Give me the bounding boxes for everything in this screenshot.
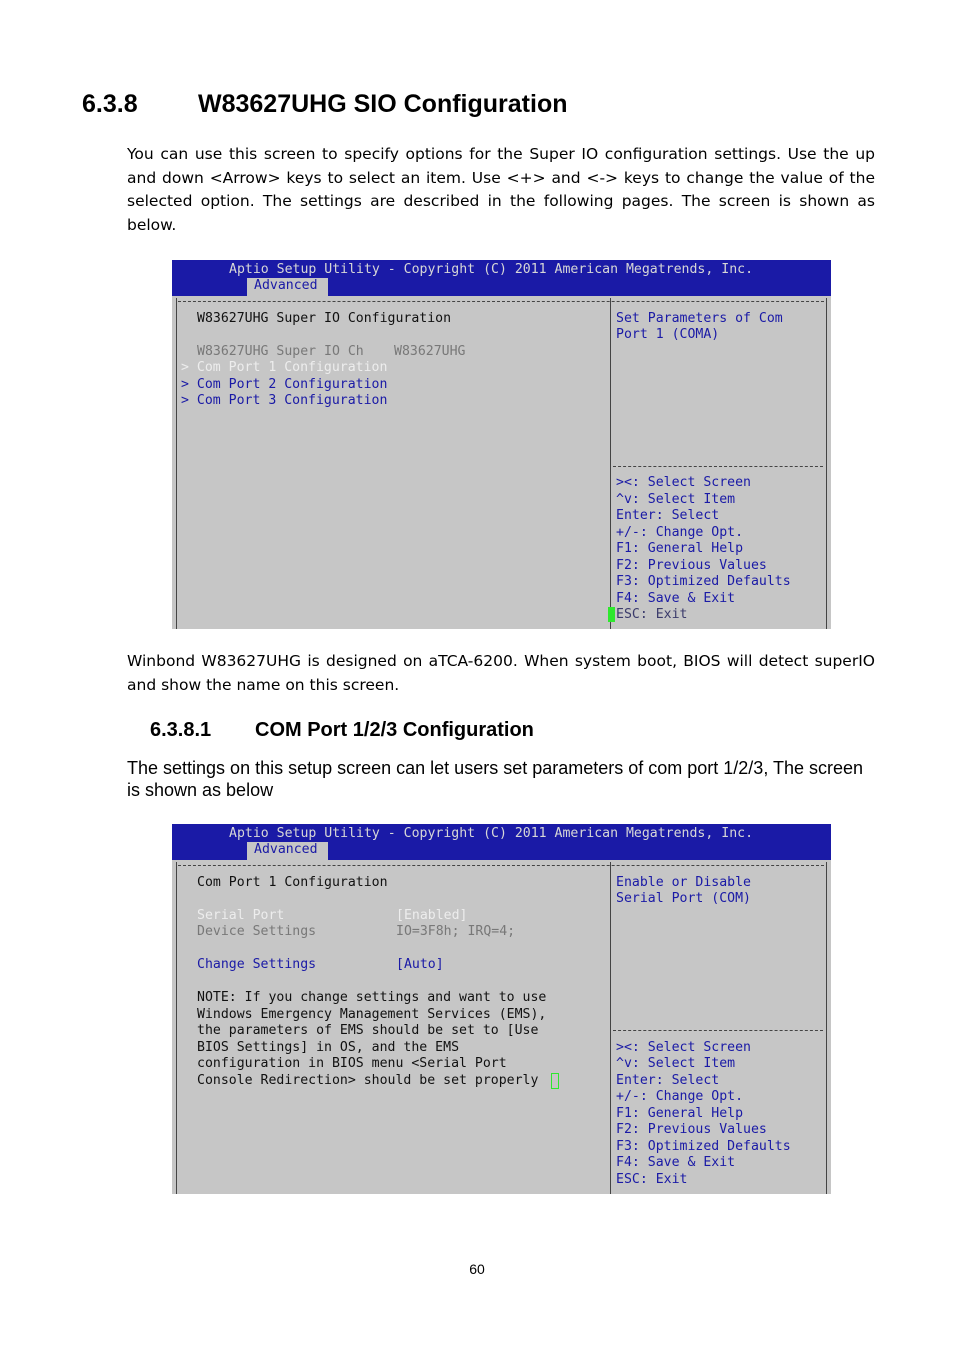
tab-advanced[interactable]: Advanced [247, 278, 328, 296]
text-cursor [551, 1073, 559, 1089]
key-hint-enter: Enter: Select [616, 1073, 720, 1088]
change-settings-value[interactable]: [Auto] [396, 957, 444, 972]
menu-item-com-port-2[interactable]: > Com Port 2 Configuration [181, 377, 388, 392]
bios-title-bar [172, 260, 831, 296]
tab-advanced[interactable]: Advanced [247, 842, 328, 860]
section-heading [82, 90, 567, 119]
change-settings-label[interactable]: Change Settings [197, 957, 317, 972]
divider [178, 301, 824, 303]
divider [178, 865, 824, 867]
key-hint-f1: F1: General Help [616, 1106, 744, 1121]
intro-paragraph: You can use this screen to specify options for the Super IO configuration settings. Use the up and down <Arrow> keys to select an item. Use <+> and <-> keys to change the value of the selected option. The settings are described in the following pages. The screen is shown as below. [127, 145, 875, 234]
bios-utility-title: Aptio Setup Utility - Copyright (C) 2011 American Megatrends, Inc. [229, 826, 754, 841]
bios-screen-sio [172, 260, 831, 629]
border-left [176, 298, 177, 629]
key-hint-select-screen: ><: Select Screen [616, 475, 751, 490]
note-line: the parameters of EMS should be set to [Use [197, 1023, 539, 1038]
key-hint-f3: F3: Optimized Defaults [616, 574, 791, 589]
note-line: configuration in BIOS menu <Serial Port [197, 1056, 507, 1071]
key-hint-change: +/-: Change Opt. [616, 525, 744, 540]
note-line: Windows Emergency Management Services (EMS), [197, 1007, 547, 1022]
key-hint-esc: ESC: Exit [616, 1172, 688, 1187]
screen-heading: Com Port 1 Configuration [197, 875, 388, 890]
key-hint-select-item: ^v: Select Item [616, 1056, 736, 1071]
menu-item-com-port-3[interactable]: > Com Port 3 Configuration [181, 393, 388, 408]
subsection-heading [150, 719, 534, 742]
winbond-paragraph: Winbond W83627UHG is designed on aTCA-6200. When system boot, BIOS will detect superIO and show the name on this screen. [127, 652, 875, 694]
column-divider [610, 298, 611, 629]
chip-label: W83627UHG Super IO Ch [197, 344, 364, 359]
border-right [826, 298, 827, 629]
help-divider [613, 466, 823, 468]
key-hint-esc: ESC: Exit [616, 607, 688, 622]
note-line: NOTE: If you change settings and want to use [197, 990, 547, 1005]
note-line: Console Redirection> should be set properly [197, 1073, 539, 1088]
note-line: BIOS Settings] in OS, and the EMS [197, 1040, 460, 1055]
key-hint-f4: F4: Save & Exit [616, 1155, 736, 1170]
help-text: Serial Port (COM) [616, 891, 751, 906]
screen-heading: W83627UHG Super IO Configuration [197, 311, 452, 326]
help-divider [613, 1030, 823, 1032]
bios-screen-com-port [172, 824, 831, 1194]
key-hint-f2: F2: Previous Values [616, 558, 767, 573]
border-left [176, 862, 177, 1194]
bios-utility-title: Aptio Setup Utility - Copyright (C) 2011 American Megatrends, Inc. [229, 262, 754, 277]
menu-item-com-port-1[interactable]: > Com Port 1 Configuration [181, 360, 388, 375]
device-settings-value: IO=3F8h; IRQ=4; [396, 924, 516, 939]
column-divider [610, 862, 611, 1194]
bios-title-bar [172, 824, 831, 860]
border-right [826, 862, 827, 1194]
device-settings-label: Device Settings [197, 924, 317, 939]
key-hint-change: +/-: Change Opt. [616, 1089, 744, 1104]
key-hint-f4: F4: Save & Exit [616, 591, 736, 606]
help-text: Port 1 (COMA) [616, 327, 720, 342]
section-title: W83627UHG SIO Configuration [198, 90, 568, 118]
serial-port-label[interactable]: Serial Port [197, 908, 285, 923]
serial-port-value[interactable]: [Enabled] [396, 908, 468, 923]
key-hint-select-item: ^v: Select Item [616, 492, 736, 507]
help-text: Set Parameters of Com [616, 311, 783, 326]
section-number: 6.3.8 [82, 90, 138, 118]
page-number: 60 [469, 1261, 485, 1277]
com-port-paragraph: The settings on this setup screen can let users set parameters of com port 1/2/3, The screen is shown as below [127, 758, 864, 800]
subsection-title: COM Port 1/2/3 Configuration [255, 719, 534, 741]
text-cursor [608, 607, 615, 622]
subsection-number: 6.3.8.1 [150, 719, 212, 741]
key-hint-f1: F1: General Help [616, 541, 744, 556]
key-hint-f3: F3: Optimized Defaults [616, 1139, 791, 1154]
key-hint-f2: F2: Previous Values [616, 1122, 767, 1137]
key-hint-enter: Enter: Select [616, 508, 720, 523]
chip-value: W83627UHG [394, 344, 466, 359]
help-text: Enable or Disable [616, 875, 751, 890]
key-hint-select-screen: ><: Select Screen [616, 1040, 751, 1055]
